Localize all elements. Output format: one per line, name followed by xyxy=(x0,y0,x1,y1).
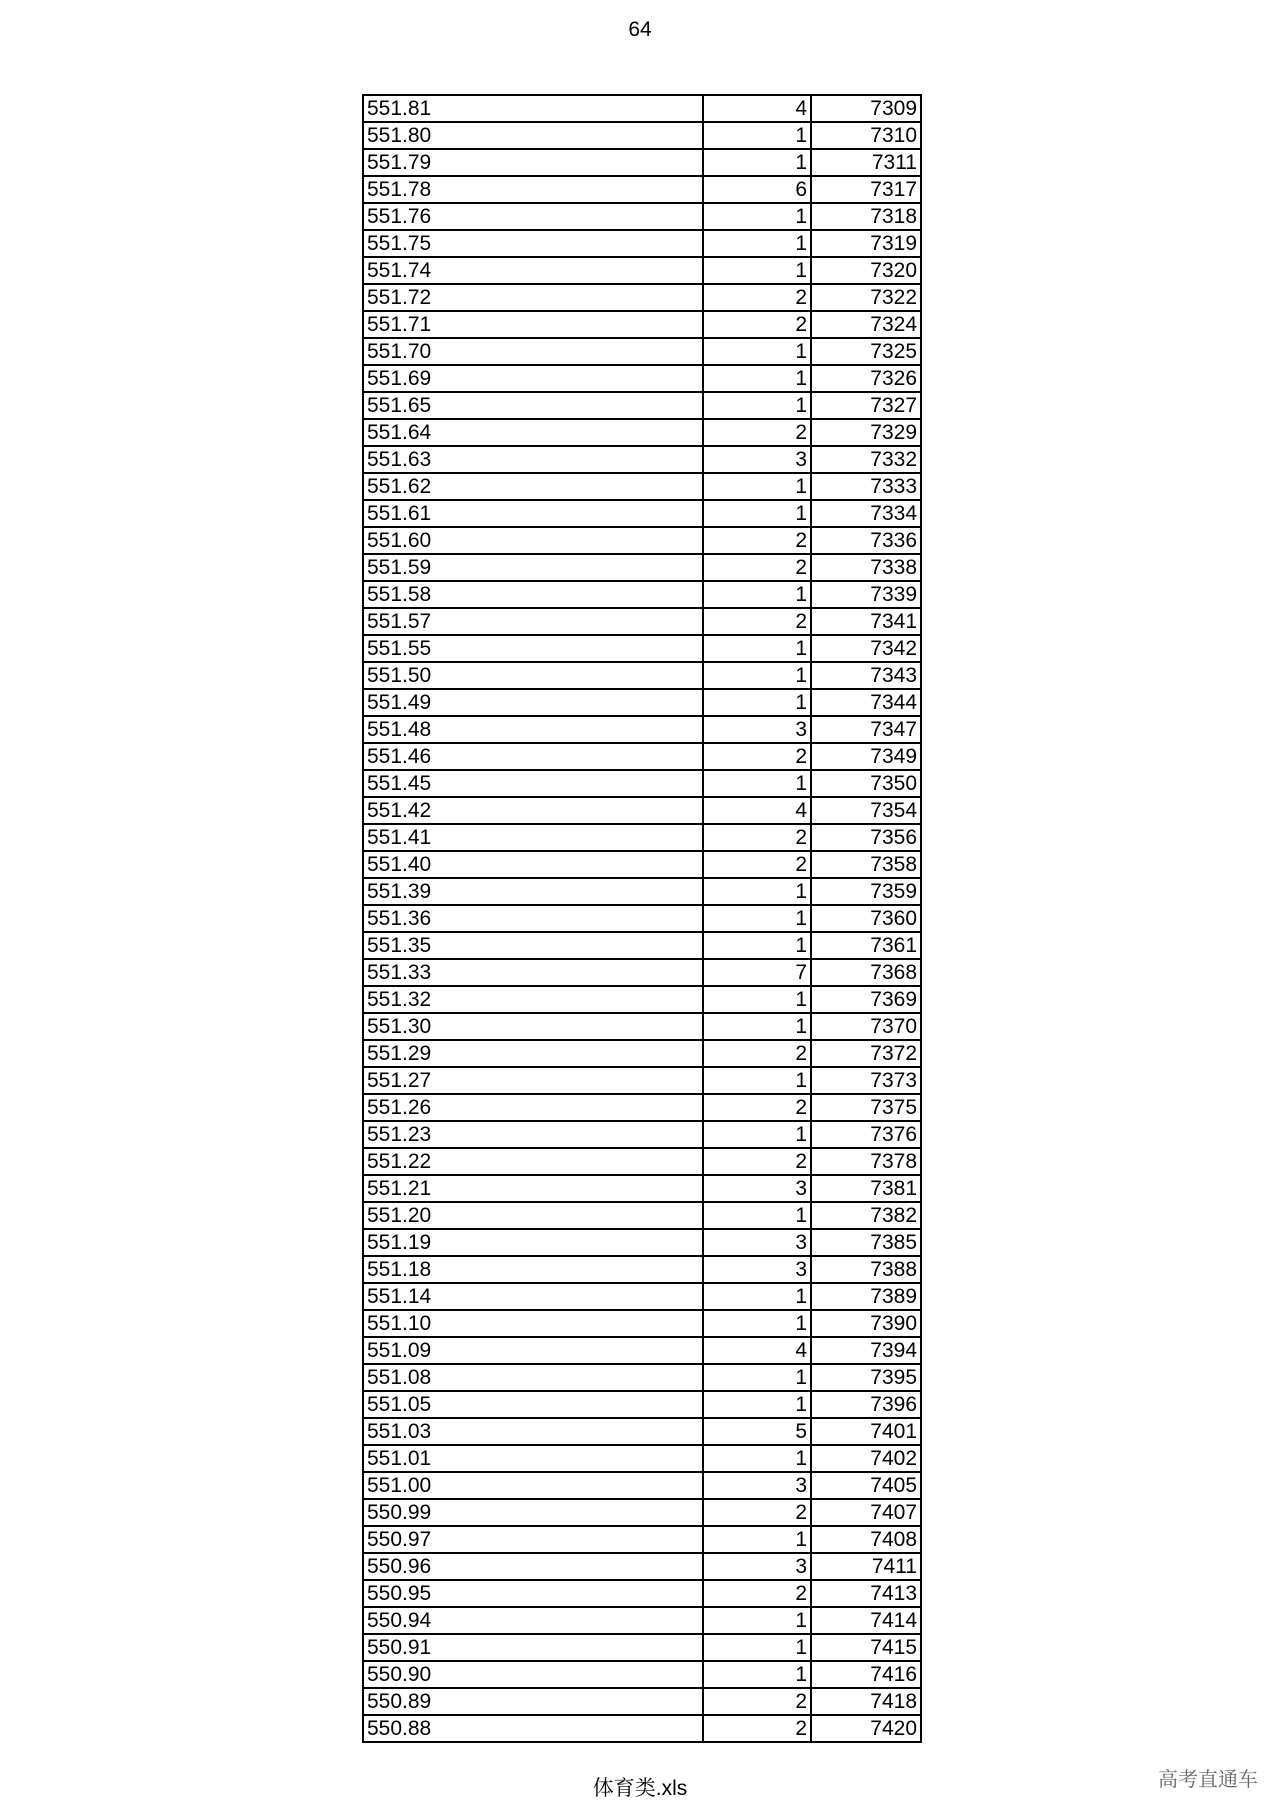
rank-cell: 7401 xyxy=(811,1418,921,1445)
count-cell: 1 xyxy=(703,230,811,257)
score-cell: 551.50 xyxy=(363,662,703,689)
score-cell: 551.36 xyxy=(363,905,703,932)
table-row xyxy=(363,635,921,662)
count-cell: 1 xyxy=(703,1445,811,1472)
rank-cell: 7382 xyxy=(811,1202,921,1229)
count-cell: 1 xyxy=(703,338,811,365)
table-row xyxy=(363,1634,921,1661)
table-row xyxy=(363,743,921,770)
count-cell: 2 xyxy=(703,608,811,635)
rank-cell: 7333 xyxy=(811,473,921,500)
table-row xyxy=(363,95,921,122)
score-cell: 551.19 xyxy=(363,1229,703,1256)
table-row xyxy=(363,770,921,797)
rank-cell: 7378 xyxy=(811,1148,921,1175)
rank-cell: 7418 xyxy=(811,1688,921,1715)
table-row xyxy=(363,1067,921,1094)
count-cell: 2 xyxy=(703,1094,811,1121)
score-cell: 550.88 xyxy=(363,1715,703,1742)
rank-cell: 7318 xyxy=(811,203,921,230)
count-cell: 3 xyxy=(703,1229,811,1256)
rank-cell: 7381 xyxy=(811,1175,921,1202)
score-cell: 550.94 xyxy=(363,1607,703,1634)
score-cell: 550.99 xyxy=(363,1499,703,1526)
score-cell: 550.90 xyxy=(363,1661,703,1688)
count-cell: 3 xyxy=(703,1256,811,1283)
rank-cell: 7322 xyxy=(811,284,921,311)
rank-cell: 7414 xyxy=(811,1607,921,1634)
rank-cell: 7326 xyxy=(811,365,921,392)
table-row xyxy=(363,1256,921,1283)
table-row xyxy=(363,1229,921,1256)
rank-cell: 7334 xyxy=(811,500,921,527)
table-row xyxy=(363,1688,921,1715)
rank-cell: 7324 xyxy=(811,311,921,338)
table-row xyxy=(363,1391,921,1418)
rank-cell: 7372 xyxy=(811,1040,921,1067)
count-cell: 2 xyxy=(703,1580,811,1607)
score-cell: 551.32 xyxy=(363,986,703,1013)
table-row xyxy=(363,338,921,365)
rank-cell: 7373 xyxy=(811,1067,921,1094)
count-cell: 1 xyxy=(703,878,811,905)
score-cell: 551.20 xyxy=(363,1202,703,1229)
table-row xyxy=(363,1148,921,1175)
rank-cell: 7332 xyxy=(811,446,921,473)
rank-cell: 7344 xyxy=(811,689,921,716)
rank-cell: 7369 xyxy=(811,986,921,1013)
rank-cell: 7370 xyxy=(811,1013,921,1040)
score-cell: 551.22 xyxy=(363,1148,703,1175)
score-cell: 551.60 xyxy=(363,527,703,554)
table-row xyxy=(363,284,921,311)
score-cell: 551.81 xyxy=(363,95,703,122)
score-cell: 551.10 xyxy=(363,1310,703,1337)
score-cell: 550.89 xyxy=(363,1688,703,1715)
footer-filename: 体育类.xls xyxy=(592,1777,688,1800)
table-row xyxy=(363,932,921,959)
count-cell: 1 xyxy=(703,149,811,176)
rank-cell: 7356 xyxy=(811,824,921,851)
table-row xyxy=(363,203,921,230)
count-cell: 1 xyxy=(703,932,811,959)
table-row xyxy=(363,176,921,203)
count-cell: 1 xyxy=(703,1607,811,1634)
table-row xyxy=(363,716,921,743)
rank-cell: 7415 xyxy=(811,1634,921,1661)
table-row xyxy=(363,1283,921,1310)
rank-cell: 7360 xyxy=(811,905,921,932)
table-row xyxy=(363,500,921,527)
score-cell: 551.26 xyxy=(363,1094,703,1121)
table-row xyxy=(363,122,921,149)
score-cell: 551.70 xyxy=(363,338,703,365)
count-cell: 1 xyxy=(703,1013,811,1040)
rank-cell: 7375 xyxy=(811,1094,921,1121)
count-cell: 1 xyxy=(703,1364,811,1391)
count-cell: 1 xyxy=(703,392,811,419)
count-cell: 1 xyxy=(703,662,811,689)
score-table-body xyxy=(363,95,921,1742)
count-cell: 2 xyxy=(703,1499,811,1526)
table-row xyxy=(363,905,921,932)
count-cell: 1 xyxy=(703,1391,811,1418)
count-cell: 6 xyxy=(703,176,811,203)
count-cell: 1 xyxy=(703,500,811,527)
score-cell: 551.05 xyxy=(363,1391,703,1418)
table-row xyxy=(363,797,921,824)
count-cell: 1 xyxy=(703,1526,811,1553)
count-cell: 2 xyxy=(703,1040,811,1067)
table-row xyxy=(363,824,921,851)
table-row xyxy=(363,392,921,419)
score-cell: 551.30 xyxy=(363,1013,703,1040)
score-cell: 551.69 xyxy=(363,365,703,392)
count-cell: 2 xyxy=(703,851,811,878)
table-row xyxy=(363,1418,921,1445)
table-row xyxy=(363,581,921,608)
table-row xyxy=(363,608,921,635)
rank-cell: 7395 xyxy=(811,1364,921,1391)
count-cell: 2 xyxy=(703,284,811,311)
count-cell: 3 xyxy=(703,1472,811,1499)
count-cell: 1 xyxy=(703,689,811,716)
score-table xyxy=(362,94,922,1743)
rank-cell: 7343 xyxy=(811,662,921,689)
count-cell: 1 xyxy=(703,1661,811,1688)
count-cell: 2 xyxy=(703,1148,811,1175)
rank-cell: 7416 xyxy=(811,1661,921,1688)
table-row xyxy=(363,1526,921,1553)
table-row xyxy=(363,1715,921,1742)
rank-cell: 7376 xyxy=(811,1121,921,1148)
table-row xyxy=(363,1094,921,1121)
rank-cell: 7325 xyxy=(811,338,921,365)
score-cell: 551.55 xyxy=(363,635,703,662)
score-cell: 551.76 xyxy=(363,203,703,230)
rank-cell: 7309 xyxy=(811,95,921,122)
count-cell: 1 xyxy=(703,1634,811,1661)
count-cell: 1 xyxy=(703,770,811,797)
score-cell: 551.62 xyxy=(363,473,703,500)
rank-cell: 7319 xyxy=(811,230,921,257)
score-cell: 551.00 xyxy=(363,1472,703,1499)
score-cell: 551.01 xyxy=(363,1445,703,1472)
table-row xyxy=(363,986,921,1013)
score-cell: 551.48 xyxy=(363,716,703,743)
rank-cell: 7388 xyxy=(811,1256,921,1283)
score-cell: 551.27 xyxy=(363,1067,703,1094)
rank-cell: 7350 xyxy=(811,770,921,797)
count-cell: 1 xyxy=(703,986,811,1013)
score-cell: 551.57 xyxy=(363,608,703,635)
rank-cell: 7396 xyxy=(811,1391,921,1418)
rank-cell: 7407 xyxy=(811,1499,921,1526)
score-cell: 551.63 xyxy=(363,446,703,473)
rank-cell: 7317 xyxy=(811,176,921,203)
count-cell: 7 xyxy=(703,959,811,986)
rank-cell: 7347 xyxy=(811,716,921,743)
count-cell: 3 xyxy=(703,446,811,473)
score-cell: 551.03 xyxy=(363,1418,703,1445)
rank-cell: 7420 xyxy=(811,1715,921,1742)
score-cell: 551.61 xyxy=(363,500,703,527)
table-row xyxy=(363,1121,921,1148)
count-cell: 1 xyxy=(703,905,811,932)
count-cell: 2 xyxy=(703,419,811,446)
table-row xyxy=(363,1445,921,1472)
table-row xyxy=(363,419,921,446)
count-cell: 1 xyxy=(703,635,811,662)
count-cell: 4 xyxy=(703,797,811,824)
count-cell: 2 xyxy=(703,1715,811,1742)
count-cell: 1 xyxy=(703,1202,811,1229)
table-row xyxy=(363,365,921,392)
watermark-text: 高考直通车 xyxy=(1158,1769,1258,1791)
score-cell: 551.33 xyxy=(363,959,703,986)
score-cell: 551.40 xyxy=(363,851,703,878)
table-row xyxy=(363,554,921,581)
table-row xyxy=(363,689,921,716)
score-cell: 550.91 xyxy=(363,1634,703,1661)
score-cell: 551.21 xyxy=(363,1175,703,1202)
score-cell: 550.95 xyxy=(363,1580,703,1607)
table-row xyxy=(363,1175,921,1202)
count-cell: 3 xyxy=(703,1553,811,1580)
table-row xyxy=(363,1337,921,1364)
table-row xyxy=(363,1202,921,1229)
rank-cell: 7368 xyxy=(811,959,921,986)
score-cell: 551.78 xyxy=(363,176,703,203)
count-cell: 1 xyxy=(703,122,811,149)
rank-cell: 7385 xyxy=(811,1229,921,1256)
score-cell: 551.75 xyxy=(363,230,703,257)
score-cell: 551.23 xyxy=(363,1121,703,1148)
table-row xyxy=(363,1607,921,1634)
score-cell: 551.35 xyxy=(363,932,703,959)
table-row xyxy=(363,959,921,986)
rank-cell: 7349 xyxy=(811,743,921,770)
rank-cell: 7390 xyxy=(811,1310,921,1337)
rank-cell: 7310 xyxy=(811,122,921,149)
count-cell: 1 xyxy=(703,581,811,608)
count-cell: 1 xyxy=(703,1067,811,1094)
rank-cell: 7359 xyxy=(811,878,921,905)
table-row xyxy=(363,257,921,284)
count-cell: 3 xyxy=(703,716,811,743)
rank-cell: 7341 xyxy=(811,608,921,635)
rank-cell: 7394 xyxy=(811,1337,921,1364)
count-cell: 1 xyxy=(703,1283,811,1310)
table-row xyxy=(363,1310,921,1337)
rank-cell: 7342 xyxy=(811,635,921,662)
page-number: 64 xyxy=(628,18,652,41)
count-cell: 1 xyxy=(703,1310,811,1337)
table-row xyxy=(363,1040,921,1067)
table-row xyxy=(363,851,921,878)
score-cell: 551.18 xyxy=(363,1256,703,1283)
rank-cell: 7389 xyxy=(811,1283,921,1310)
score-cell: 550.97 xyxy=(363,1526,703,1553)
rank-cell: 7411 xyxy=(811,1553,921,1580)
score-cell: 551.39 xyxy=(363,878,703,905)
count-cell: 3 xyxy=(703,1175,811,1202)
table-row xyxy=(363,311,921,338)
score-cell: 550.96 xyxy=(363,1553,703,1580)
rank-cell: 7311 xyxy=(811,149,921,176)
count-cell: 2 xyxy=(703,824,811,851)
count-cell: 4 xyxy=(703,95,811,122)
rank-cell: 7320 xyxy=(811,257,921,284)
table-row xyxy=(363,878,921,905)
count-cell: 2 xyxy=(703,743,811,770)
count-cell: 1 xyxy=(703,365,811,392)
rank-cell: 7402 xyxy=(811,1445,921,1472)
score-cell: 551.74 xyxy=(363,257,703,284)
table-row xyxy=(363,446,921,473)
score-cell: 551.46 xyxy=(363,743,703,770)
rank-cell: 7338 xyxy=(811,554,921,581)
table-row xyxy=(363,527,921,554)
count-cell: 4 xyxy=(703,1337,811,1364)
score-cell: 551.72 xyxy=(363,284,703,311)
table-row xyxy=(363,149,921,176)
score-cell: 551.45 xyxy=(363,770,703,797)
score-cell: 551.49 xyxy=(363,689,703,716)
table-row xyxy=(363,1661,921,1688)
table-row xyxy=(363,1580,921,1607)
score-cell: 551.79 xyxy=(363,149,703,176)
rank-cell: 7327 xyxy=(811,392,921,419)
score-cell: 551.09 xyxy=(363,1337,703,1364)
score-cell: 551.80 xyxy=(363,122,703,149)
table-row xyxy=(363,1013,921,1040)
score-cell: 551.29 xyxy=(363,1040,703,1067)
score-cell: 551.71 xyxy=(363,311,703,338)
count-cell: 2 xyxy=(703,1688,811,1715)
score-cell: 551.64 xyxy=(363,419,703,446)
table-row xyxy=(363,473,921,500)
count-cell: 2 xyxy=(703,554,811,581)
count-cell: 1 xyxy=(703,473,811,500)
rank-cell: 7413 xyxy=(811,1580,921,1607)
table-row xyxy=(363,1499,921,1526)
score-cell: 551.65 xyxy=(363,392,703,419)
table-row xyxy=(363,1364,921,1391)
score-cell: 551.58 xyxy=(363,581,703,608)
rank-cell: 7361 xyxy=(811,932,921,959)
rank-cell: 7408 xyxy=(811,1526,921,1553)
score-cell: 551.41 xyxy=(363,824,703,851)
count-cell: 2 xyxy=(703,311,811,338)
score-cell: 551.42 xyxy=(363,797,703,824)
rank-cell: 7336 xyxy=(811,527,921,554)
score-cell: 551.59 xyxy=(363,554,703,581)
table-row xyxy=(363,1553,921,1580)
count-cell: 1 xyxy=(703,1121,811,1148)
score-cell: 551.08 xyxy=(363,1364,703,1391)
rank-cell: 7358 xyxy=(811,851,921,878)
count-cell: 2 xyxy=(703,527,811,554)
rank-cell: 7354 xyxy=(811,797,921,824)
score-cell: 551.14 xyxy=(363,1283,703,1310)
table-row xyxy=(363,1472,921,1499)
rank-cell: 7329 xyxy=(811,419,921,446)
count-cell: 1 xyxy=(703,203,811,230)
table-row xyxy=(363,230,921,257)
rank-cell: 7339 xyxy=(811,581,921,608)
count-cell: 1 xyxy=(703,257,811,284)
rank-cell: 7405 xyxy=(811,1472,921,1499)
score-table-container xyxy=(362,94,920,1743)
table-row xyxy=(363,662,921,689)
count-cell: 5 xyxy=(703,1418,811,1445)
